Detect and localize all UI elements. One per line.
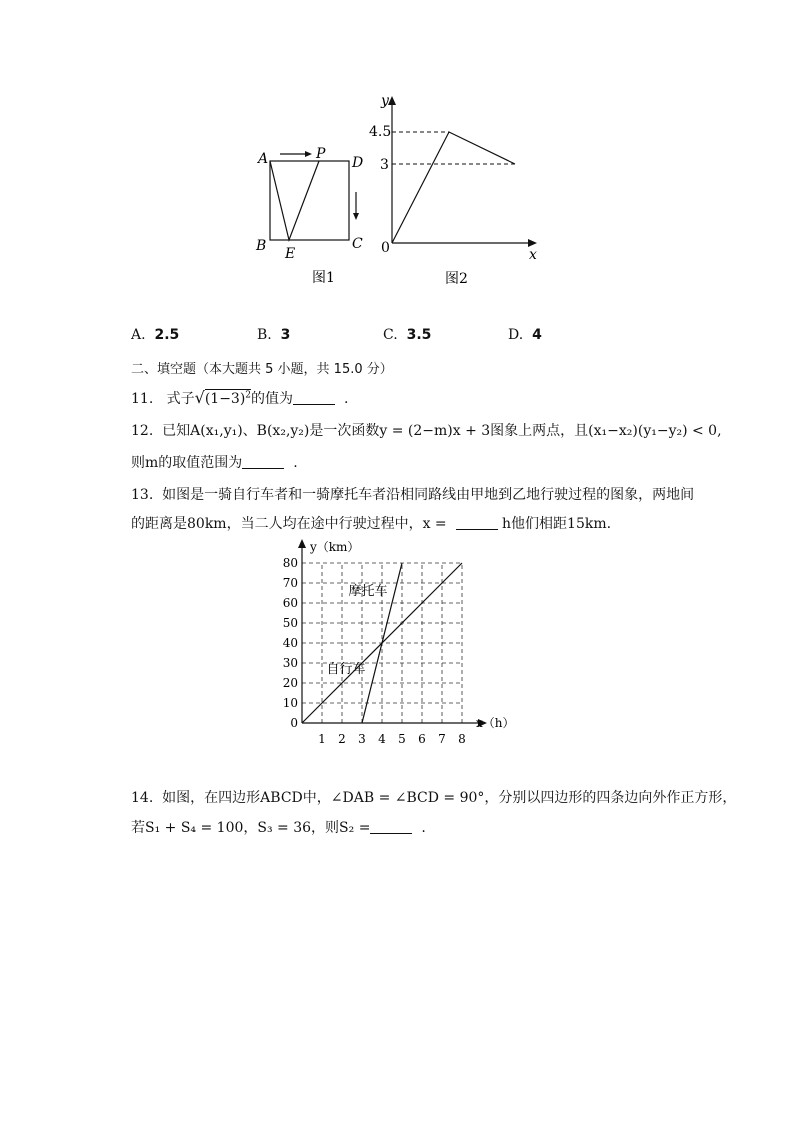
y-axis-label: y [381,93,389,109]
origin-label: 0 [381,240,390,256]
option-a[interactable]: A. 2.5 [131,327,180,343]
x-tick-label: 6 [418,732,426,746]
x-tick-label: 4 [378,732,386,746]
label-b: B [256,238,267,254]
option-c[interactable]: C. 3.5 [383,327,432,343]
question-14-line-1: 14. 如图，在四边形ABCD中，∠DAB = ∠BCD = 90°，分别以四边形的四条边向外作正方形， [131,790,737,806]
y-tick-label: 50 [282,616,298,630]
fig1-caption: 图1 [312,270,335,286]
x-tick-label: 2 [338,732,346,746]
question-12-line-2: 则m的取值范围为 . [131,455,298,471]
graph-line [392,132,515,243]
x-tick-label: 3 [358,732,366,746]
distance-time-chart [280,535,520,750]
label-p: P [316,146,326,162]
option-b[interactable]: B. 3 [257,327,291,343]
x-tick-label: 8 [458,732,466,746]
y-tick-label: 70 [282,576,298,590]
answer-blank-11[interactable] [293,390,335,405]
figure-1 [250,140,380,290]
tick-4-5: 4.5 [369,124,392,140]
x-tick-label: 5 [398,732,406,746]
answer-blank-12[interactable] [242,454,284,469]
y-tick-label: 40 [282,636,298,650]
answer-blank-13[interactable] [456,515,498,530]
label-c: C [352,236,363,252]
option-d[interactable]: D. 4 [508,327,542,343]
question-13-line-1: 13. 如图是一骑自行车者和一骑摩托车者沿相同路线由甲地到乙地行驶过程的图象，两地间 [131,487,695,503]
label-a: A [258,151,269,167]
question-13-line-2: 的距离是80km，当二人均在途中行驶过程中，x = h他们相距15km. [131,516,612,532]
y-tick-label: 0 [290,716,298,730]
series-label-2: 摩托车 [348,584,388,599]
x-tick-label: 1 [318,732,326,746]
y-tick-label: 30 [282,656,298,670]
y-tick-label: 20 [282,676,298,690]
fig2-caption: 图2 [445,271,468,287]
series-label-1: 自行车 [326,662,366,677]
y-tick-label: 80 [282,556,298,570]
figure-2 [365,90,545,295]
label-d: D [352,155,364,171]
y-tick-label: 60 [282,596,298,610]
y-axis-arrow-icon [298,539,306,548]
answer-blank-14[interactable] [370,819,412,834]
x-tick-label: 7 [438,732,446,746]
y-tick-label: 10 [282,696,298,710]
path-a-e-p [270,161,319,240]
radicand: $(1-3)^2$ [204,390,252,407]
square-abcd [270,161,349,240]
section-title: 二、填空题（本大题共 5 小题，共 15.0 分） [131,362,393,377]
y-axis-label: y（km） [310,540,360,554]
question-11: 11. 式子$√(1-3)^2$的值为 . [131,388,349,407]
label-e: E [285,246,296,262]
x-axis-label: x（h） [476,716,515,730]
question-14-line-2: 若S₁ + S₄ = 100，S₃ = 36，则S₂ = . [131,820,426,836]
question-12-line-1: 12. 已知A(x₁,y₁)、B(x₂,y₂)是一次函数y = (2−m)x + 3图象上两点，且(x₁−x₂)(y₁−y₂) < 0, [131,423,722,439]
x-axis-label: x [529,247,537,263]
x-axis-arrow-icon [528,239,537,247]
y-axis-arrow-icon [388,96,396,105]
tick-3: 3 [380,157,389,173]
sqrt-icon: √ [194,388,205,407]
